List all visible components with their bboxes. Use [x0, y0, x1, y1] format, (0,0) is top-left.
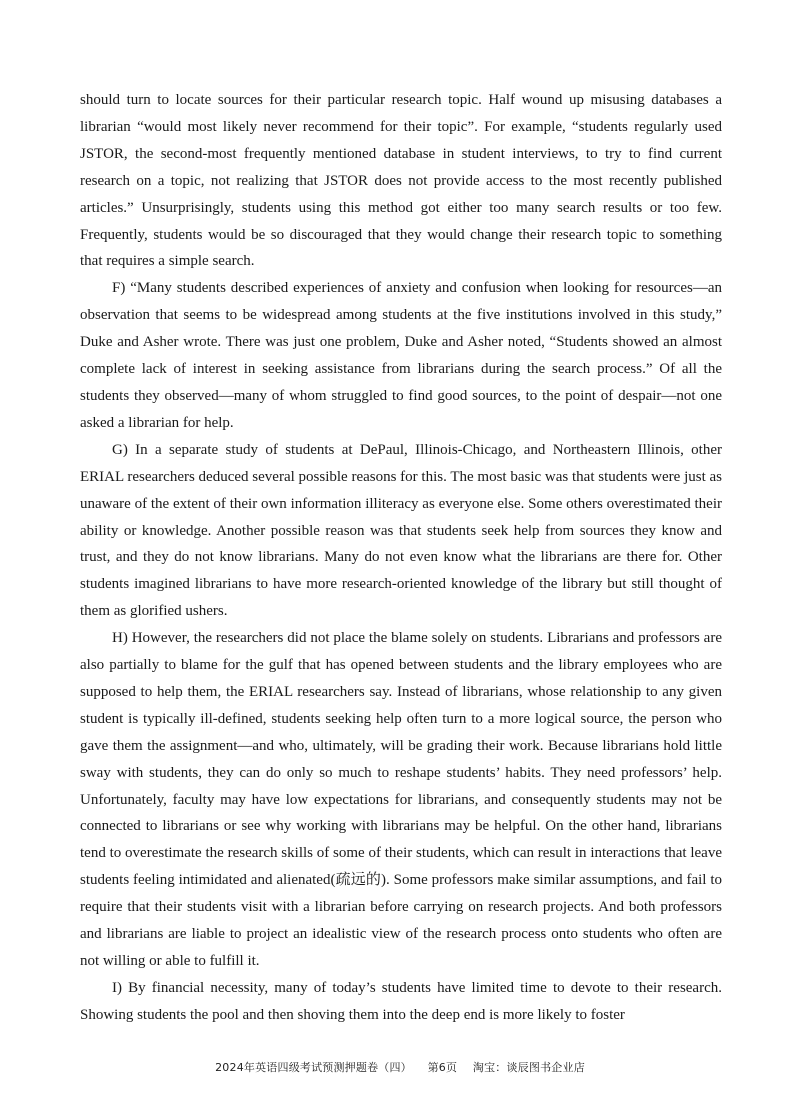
paragraph-h: H) However, the researchers did not place the blame solely on students. Librarians and professors are also partially to blame for the gulf that has opened between students and the library employees who are supposed to help them, the ERIAL researchers say. Instead of librarians, whose relationship to any given student is typically ill-defined, students seeking help often turn to a more logical source, the person who gave them the assignment—and who, ultimately, will be grading their work. Because librarians hold little sway with students, they can do only so much to reshape students’ habits. They need professors’ help. Unfortunately, faculty may have low expectations for librarians, and consequently students may not be connected to librarians or see why working with librarians may be helpful. On the other hand, librarians tend to overestimate the research skills of some of their students, which can result in interactions that leave students feeling intimidated and alienated(疏远的). Some professors make similar assumptions, and fail to require that their students visit with a librarian before carrying on research projects. And both professors and librarians are liable to project an idealistic view of the research process onto students who often are not willing or able to fulfill it. — [80, 630, 722, 969]
footer-page-number: 第6页 — [427, 1061, 458, 1074]
footer-title: 2024年英语四级考试预测押题卷（四） — [215, 1061, 412, 1074]
paragraph-f: F) “Many students described experiences of anxiety and confusion when looking for resources—an observation that seems to be widespread among students at the five institutions involved in this study,” Duke and Asher wrote. There was just one problem, Duke and Asher noted, “Students showed an almost complete lack of interest in seeking assistance from librarians during the search process.” Of all the students they observed—many of whom struggled to find good sources, to the point of despair—not one asked a librarian for help. — [80, 280, 722, 431]
paragraph-g: G) In a separate study of students at DePaul, Illinois-Chicago, and Northeastern Illinois, other ERIAL researchers deduced several possible reasons for this. The most basic was that students were just as unaware of the extent of their own information illiteracy as everyone else. Some others overestimated their ability or knowledge. Another possible reason was that students seek help from sources they know and trust, and they do not know librarians. Many do not even know what the librarians are there for. Other students imagined librarians to have more research-oriented knowledge of the library but still thought of them as glorified ushers. — [80, 441, 722, 620]
document-body — [80, 87, 722, 1029]
footer-shop: 淘宝：谈辰图书企业店 — [472, 1061, 585, 1074]
paragraph-continuation: should turn to locate sources for their particular research topic. Half wound up misusing databases a librarian “would most likely never recommend for their topic”. For example, “students regularly used JSTOR, the second-most frequently mentioned database in student interviews, to try to find current research on a topic, not realizing that JSTOR does not provide access to the most recently published articles.” Unsurprisingly, students using this method got either too many search results or too few. Frequently, students would be so discouraged that they would change their research topic to something that requires a simple search. — [80, 92, 722, 270]
page-footer — [0, 1059, 800, 1075]
paragraph-i: I) By financial necessity, many of today’s students have limited time to devote to their research. Showing students the pool and then shoving them into the deep end is more likely to foster — [80, 979, 722, 1023]
